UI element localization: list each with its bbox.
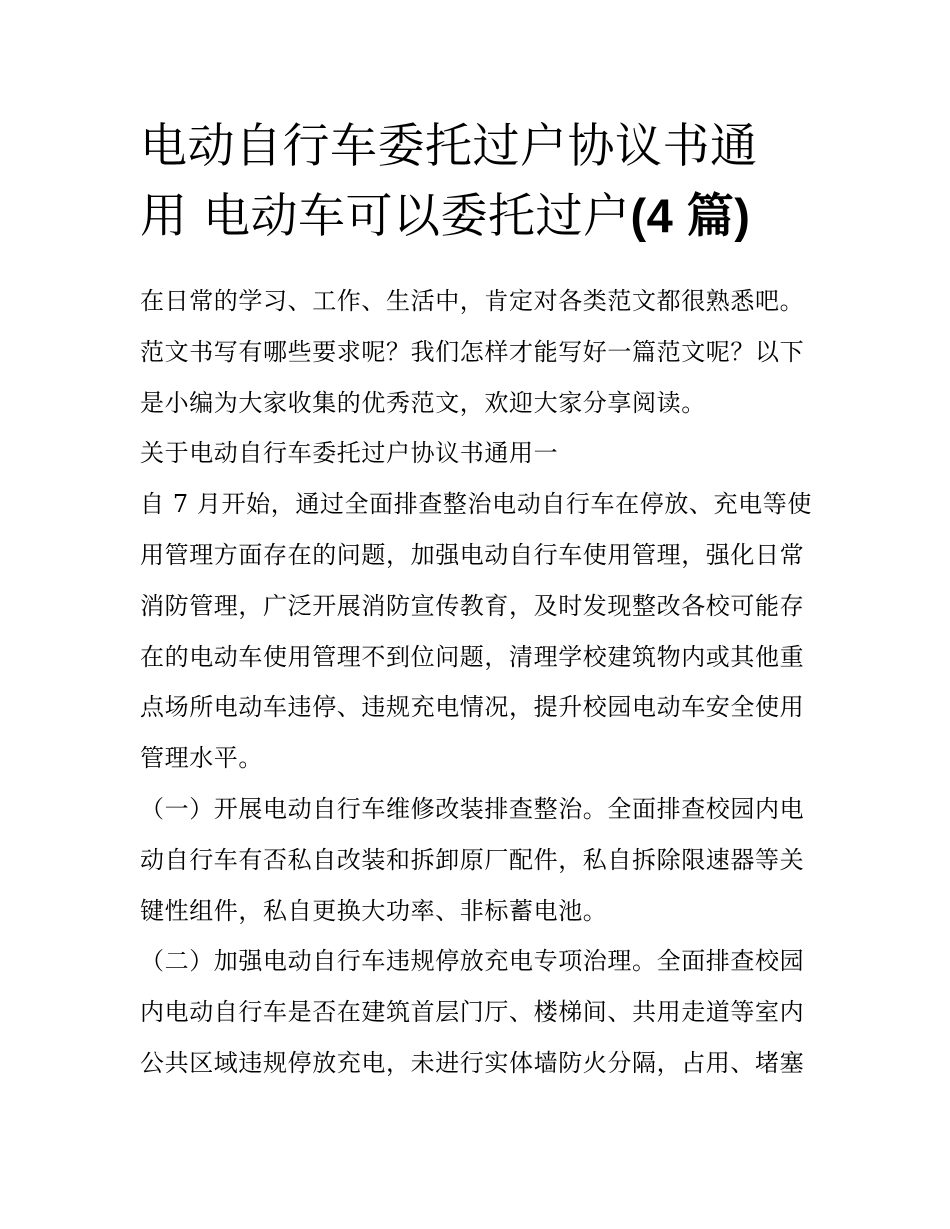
body-line: 范文书写有哪些要求呢？我们怎样才能写好一篇范文呢？以下 <box>140 337 805 366</box>
document-body <box>140 276 830 1089</box>
title-line-2-suffix: (4 篇) <box>630 189 751 242</box>
title-line-1: 电动自行车委托过户协议书通 <box>140 119 758 174</box>
body-line: 公共区域违规停放充电，未进行实体墙防火分隔，占用、堵塞 <box>140 1048 805 1077</box>
body-line: 动自行车有否私自改装和拆卸原厂配件，私自拆除限速器等关 <box>140 845 805 874</box>
body-line: 是小编为大家收集的优秀范文，欢迎大家分享阅读。 <box>140 388 706 417</box>
body-line: 在日常的学习、工作、生活中，肯定对各类范文都很熟悉吧。 <box>140 287 805 315</box>
title-line-2-prefix: 用 电动车可以委托过户 <box>140 189 631 244</box>
body-line: 在的电动车使用管理不到位问题，清理学校建筑物内或其他重 <box>140 642 805 671</box>
body-line: 点场所电动车违停、违规充电情况，提升校园电动车安全使用 <box>140 693 805 722</box>
body-line: 管理水平。 <box>140 744 263 773</box>
body-line: 键性组件，私自更换大功率、非标蓄电池。 <box>140 896 608 925</box>
body-line: （一）开展电动自行车维修改装排查整治。全面排查校园内电 <box>140 794 805 823</box>
section-heading: 关于电动自行车委托过户协议书通用一 <box>140 439 559 468</box>
body-line: 消防管理，广泛开展消防宣传教育，及时发现整改各校可能存 <box>140 591 805 620</box>
document-title <box>140 112 820 251</box>
body-line: （二）加强电动自行车违规停放充电专项治理。全面排查校园 <box>140 947 805 976</box>
body-line: 自 7 月开始，通过全面排查整治电动自行车在停放、充电等使 <box>140 490 812 519</box>
body-line: 用管理方面存在的问题，加强电动自行车使用管理，强化日常 <box>140 540 805 569</box>
body-line: 内电动自行车是否在建筑首层门厅、楼梯间、共用走道等室内 <box>140 998 805 1027</box>
